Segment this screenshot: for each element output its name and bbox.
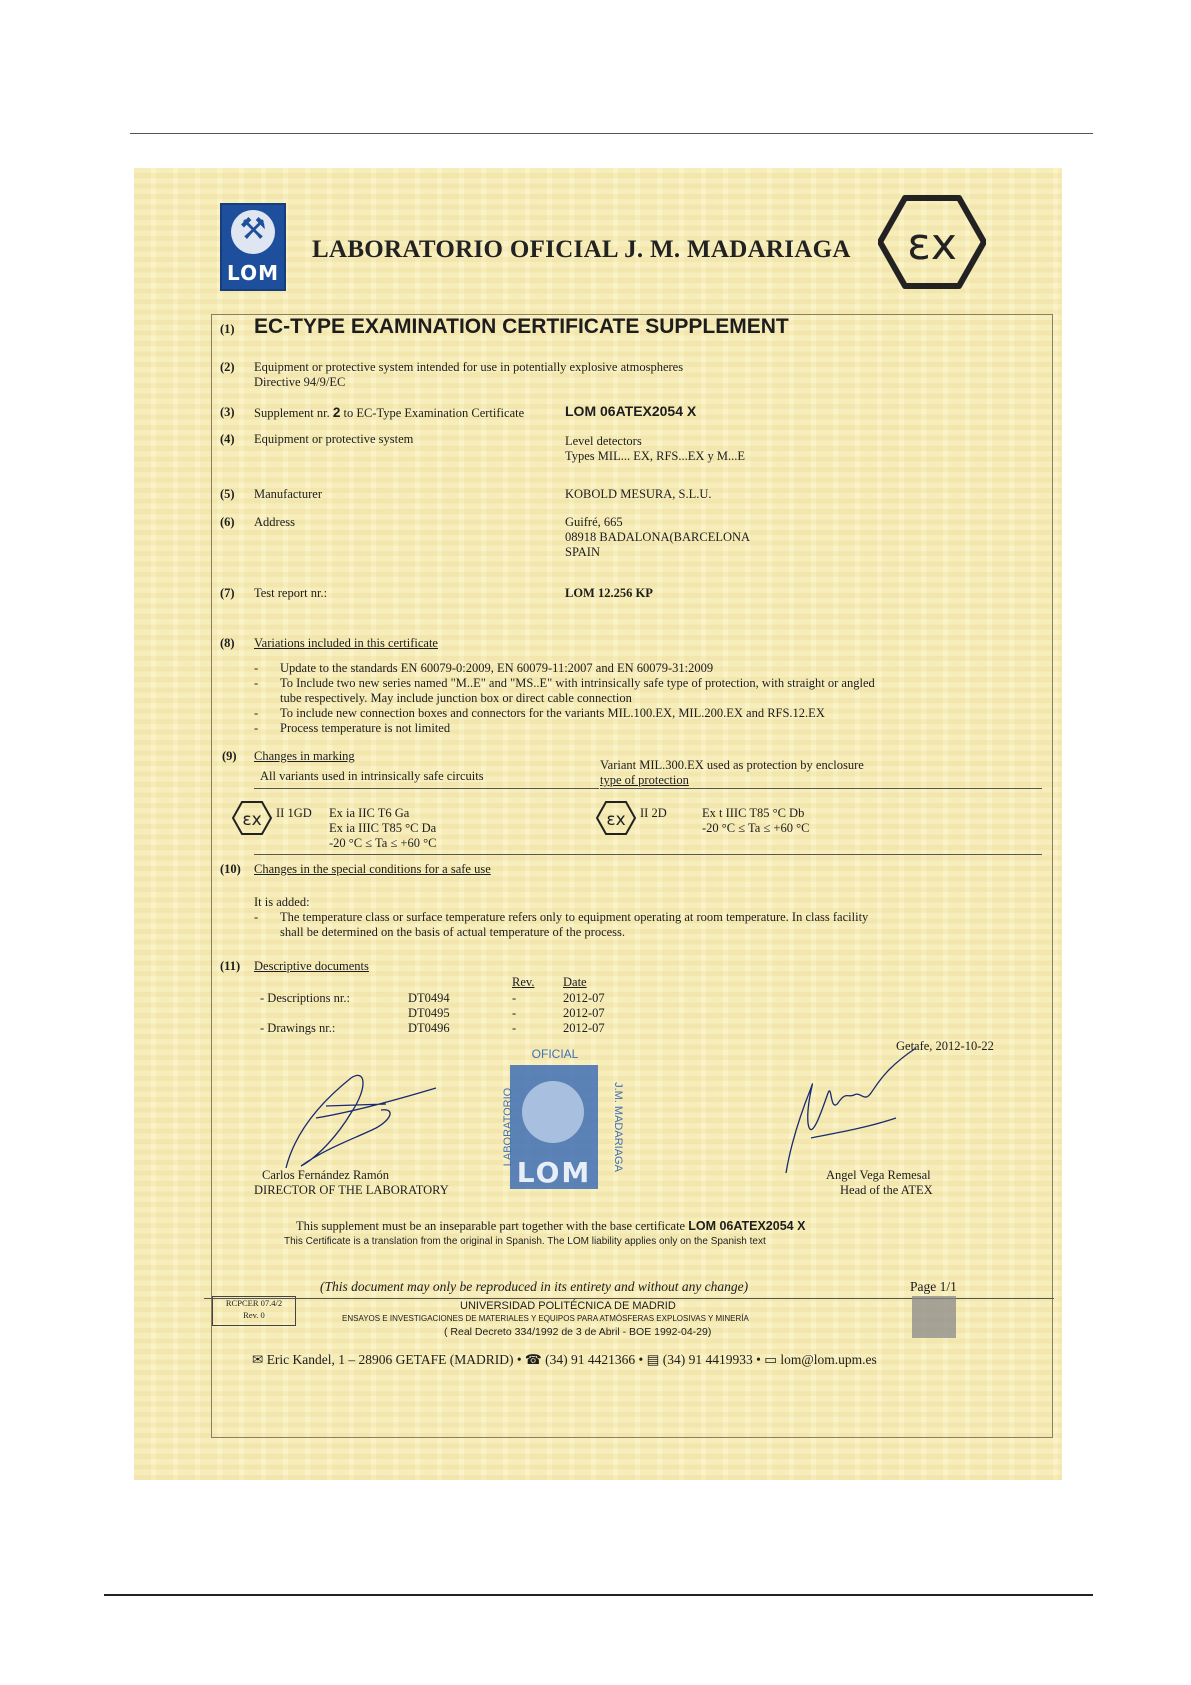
university-name: UNIVERSIDAD POLITÉCNICA DE MADRID bbox=[460, 1300, 676, 1312]
marking-right-sub: type of protection bbox=[600, 773, 689, 787]
official-stamp bbox=[492, 1047, 624, 1191]
doc-row-rev: - bbox=[512, 991, 517, 1005]
contact-fax: (34) 91 4419933 • bbox=[662, 1352, 761, 1367]
doc-row-rev: - bbox=[512, 1006, 517, 1020]
form-rev: Rev. 0 bbox=[243, 1310, 265, 1320]
supplement-pre: Supplement nr. bbox=[254, 406, 330, 420]
doc-row-label: - Drawings nr.: bbox=[260, 1021, 336, 1035]
svg-text:εx: εx bbox=[907, 219, 957, 270]
test-report-value: LOM 12.256 KP bbox=[565, 586, 653, 600]
address-label: Address bbox=[254, 515, 295, 529]
item-number: (11) bbox=[220, 959, 241, 973]
stamp-left-text: LABORATORIO bbox=[502, 1087, 514, 1167]
bullet-dash: - bbox=[254, 706, 259, 720]
manufacturer-label: Manufacturer bbox=[254, 487, 323, 501]
emblem-icon bbox=[231, 210, 275, 254]
marking-temp: -20 °C ≤ Ta ≤ +60 °C bbox=[329, 836, 437, 850]
ensayos-line: ENSAYOS E INVESTIGACIONES DE MATERIALES Y EQUIPOS PARA ATMÓSFERAS EXPLOSIVAS Y MINERÍA bbox=[342, 1314, 749, 1323]
marking-code: Ex ia IIIC T85 °C Da bbox=[329, 821, 437, 835]
doc-row-number: DT0496 bbox=[408, 1021, 450, 1035]
address-line: 08918 BADALONA(BARCELONA bbox=[565, 530, 751, 544]
rule bbox=[254, 854, 1042, 855]
lom-logo bbox=[220, 203, 286, 291]
col-rev: Rev. bbox=[512, 975, 535, 989]
equipment-label: Equipment or protective system bbox=[254, 432, 414, 446]
certificate-title: EC-TYPE EXAMINATION CERTIFICATE SUPPLEMENT bbox=[254, 315, 789, 338]
spain-coat-of-arms-icon bbox=[912, 1296, 956, 1338]
col-date: Date bbox=[563, 975, 587, 989]
certificate-number: LOM 06ATEX2054 X bbox=[565, 403, 697, 419]
marking-category: II 1GD bbox=[276, 806, 312, 820]
atex-head-name: Angel Vega Remesal bbox=[826, 1168, 931, 1182]
item-number: (8) bbox=[220, 636, 235, 650]
contact-email: lom@lom.upm.es bbox=[780, 1352, 877, 1367]
marking-right-head: Variant MIL.300.EX used as protection by enclosure bbox=[600, 758, 864, 772]
address-line: SPAIN bbox=[565, 545, 600, 559]
form-code-box bbox=[212, 1296, 296, 1326]
conditions-text: The temperature class or surface temperature refers only to equipment operating at room temperature. In class facility bbox=[280, 910, 869, 924]
phone-icon: ☎ bbox=[524, 1352, 542, 1367]
svg-text:εx: εx bbox=[606, 810, 626, 830]
bullet-dash: - bbox=[254, 661, 259, 675]
item-number: (4) bbox=[220, 432, 235, 446]
stamp-emblem-icon bbox=[522, 1081, 584, 1143]
reproduction-note: (This document may only be reproduced in its entirety and without any change) bbox=[320, 1279, 749, 1294]
page-number: Page 1/1 bbox=[910, 1279, 957, 1294]
doc-row-rev: - bbox=[512, 1021, 517, 1035]
item-number: (2) bbox=[220, 360, 235, 374]
item-number: (9) bbox=[222, 749, 237, 763]
stamp-right-text: J.M. MADARIAGA bbox=[612, 1082, 624, 1172]
supplement-number: 2 bbox=[332, 405, 341, 420]
address-line: Guifré, 665 bbox=[565, 515, 623, 529]
contact-phone: (34) 91 4421366 • bbox=[545, 1352, 644, 1367]
marking-temp: -20 °C ≤ Ta ≤ +60 °C bbox=[702, 821, 810, 835]
doc-row-number: DT0495 bbox=[408, 1006, 450, 1020]
computer-icon: ▭ bbox=[764, 1352, 777, 1367]
item-number: (3) bbox=[220, 405, 235, 419]
test-report-label: Test report nr.: bbox=[254, 586, 328, 600]
mail-icon: ✉ bbox=[252, 1352, 264, 1367]
stamp-top-text: OFICIAL bbox=[531, 1047, 579, 1061]
director-role: DIRECTOR OF THE LABORATORY bbox=[254, 1183, 449, 1197]
doc-row-number: DT0494 bbox=[408, 991, 450, 1005]
lab-name: LABORATORIO OFICIAL J. M. MADARIAGA bbox=[312, 236, 851, 263]
supplement-line bbox=[254, 405, 524, 421]
item-number: (5) bbox=[220, 487, 235, 501]
scope-text: Equipment or protective system intended for use in potentially explosive atmospheres bbox=[254, 360, 684, 374]
rule bbox=[254, 788, 599, 789]
item-number: (7) bbox=[220, 586, 235, 600]
bullet-dash: - bbox=[254, 721, 259, 735]
atex-head-role: Head of the ATEX bbox=[840, 1183, 933, 1197]
contact-address: Eric Kandel, 1 – 28906 GETAFE (MADRID) • bbox=[266, 1352, 522, 1367]
place-date: Getafe, 2012-10-22 bbox=[896, 1039, 994, 1053]
variations-label: Variations included in this certificate bbox=[254, 636, 438, 650]
item-number: (1) bbox=[220, 322, 235, 336]
variation-item: Process temperature is not limited bbox=[280, 721, 451, 735]
variation-item: To include new connection boxes and connectors for the variants MIL.100.EX, MIL.200.EX and RFS.12.EX bbox=[280, 706, 825, 720]
conditions-label: Changes in the special conditions for a safe use bbox=[254, 862, 491, 876]
rule bbox=[600, 788, 1042, 789]
ex-hexagon-icon bbox=[878, 195, 986, 289]
marking-code: Ex t IIIC T85 °C Db bbox=[702, 806, 805, 820]
decree-line: ( Real Decreto 334/1992 de 3 de Abril - BOE 1992-04-29) bbox=[444, 1326, 712, 1338]
bottom-rule bbox=[104, 1594, 1093, 1596]
manufacturer-value: KOBOLD MESURA, S.L.U. bbox=[565, 487, 712, 501]
equipment-types: Types MIL... EX, RFS...EX y M...E bbox=[565, 449, 746, 463]
director-signature-icon bbox=[256, 1058, 456, 1178]
top-rule bbox=[130, 133, 1093, 134]
marking-category: II 2D bbox=[640, 806, 667, 820]
inseparable-note bbox=[296, 1219, 805, 1234]
variation-item: To Include two new series named "M..E" and "MS..E" with intrinsically safe type of protection, with straight or angled bbox=[280, 676, 875, 690]
certificate-scan bbox=[134, 168, 1062, 1480]
director-name: Carlos Fernández Ramón bbox=[262, 1168, 390, 1182]
stamp-logo-text: LOM bbox=[516, 1156, 592, 1189]
inseparable-note-text: This supplement must be an inseparable part together with the base certificate bbox=[296, 1219, 686, 1233]
svg-text:εx: εx bbox=[242, 810, 262, 830]
logo-text: LOM bbox=[227, 261, 279, 285]
conditions-added: It is added: bbox=[254, 895, 310, 909]
ex-hexagon-icon bbox=[232, 801, 272, 835]
form-code: RCPCER 07.4/2 bbox=[225, 1298, 283, 1308]
marking-label: Changes in marking bbox=[254, 749, 355, 763]
variation-item-cont: tube respectively. May include junction box or direct cable connection bbox=[280, 691, 632, 705]
equipment-value: Level detectors bbox=[565, 434, 642, 448]
fax-icon: ▤ bbox=[646, 1352, 660, 1367]
supplement-post: to EC-Type Examination Certificate bbox=[343, 406, 525, 420]
doc-row-date: 2012-07 bbox=[563, 991, 605, 1005]
doc-row-date: 2012-07 bbox=[563, 1006, 605, 1020]
directive-text: Directive 94/9/EC bbox=[254, 375, 346, 389]
bullet-dash: - bbox=[254, 676, 259, 690]
doc-row-label: - Descriptions nr.: bbox=[260, 991, 350, 1005]
atex-head-signature-icon bbox=[766, 1043, 926, 1178]
ex-hexagon-icon bbox=[596, 801, 636, 835]
variation-item: Update to the standards EN 60079-0:2009, EN 60079-11:2007 and EN 60079-31:2009 bbox=[280, 661, 714, 675]
item-number: (10) bbox=[220, 862, 241, 876]
contact-line bbox=[252, 1352, 877, 1368]
documents-label: Descriptive documents bbox=[254, 959, 369, 973]
item-number: (6) bbox=[220, 515, 235, 529]
doc-row-date: 2012-07 bbox=[563, 1021, 605, 1035]
inseparable-note-cert: LOM 06ATEX2054 X bbox=[688, 1219, 806, 1233]
marking-code: Ex ia IIC T6 Ga bbox=[329, 806, 410, 820]
marking-left-head: All variants used in intrinsically safe circuits bbox=[260, 769, 484, 783]
conditions-text: shall be determined on the basis of actual temperature of the process. bbox=[280, 925, 626, 939]
translation-note: This Certificate is a translation from the original in Spanish. The LOM liability applies only on the Spanish text bbox=[284, 1236, 766, 1247]
bullet-dash: - bbox=[254, 910, 259, 924]
